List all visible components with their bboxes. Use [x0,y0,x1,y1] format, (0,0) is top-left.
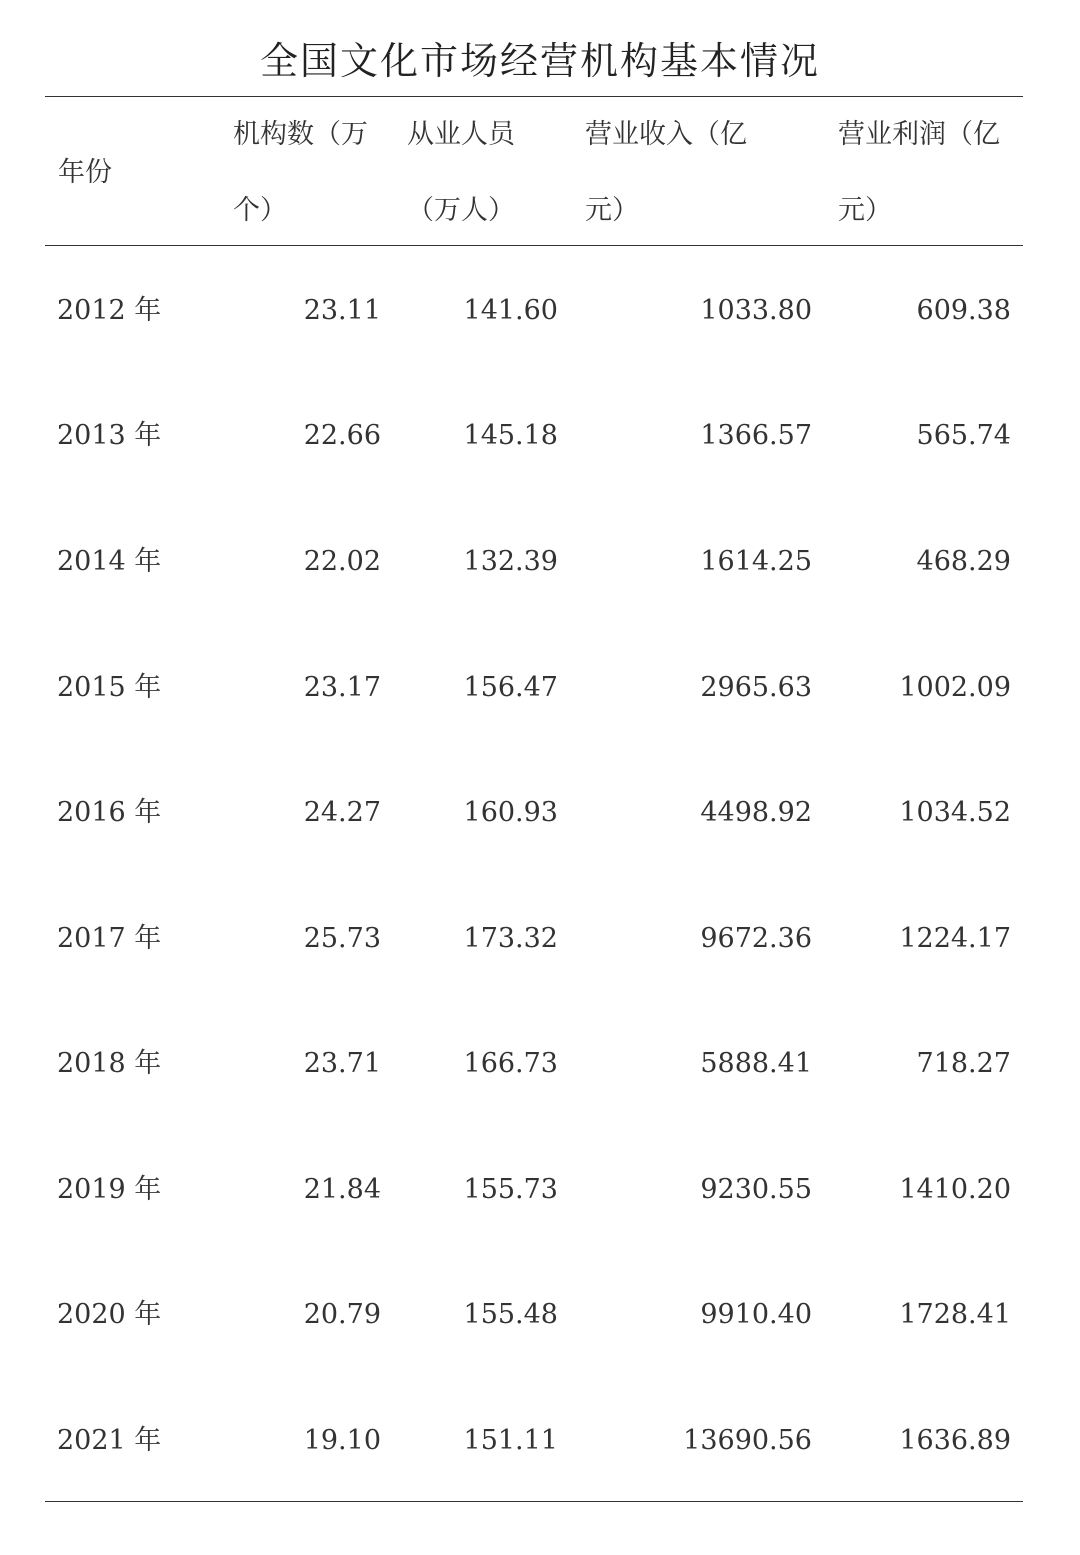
cell-profit: 565.74 [916,420,1011,451]
cell-profit: 1224.17 [899,923,1011,954]
cell-revenue: 9910.40 [700,1299,812,1330]
header-orgs-line2: 个） [233,195,287,226]
cell-profit: 1728.41 [899,1299,1011,1330]
cell-staff: 166.73 [463,1048,558,1079]
table-top-rule [45,96,1023,97]
cell-year: 2013 年 [57,420,162,451]
cell-year: 2016 年 [57,797,162,828]
cell-orgs: 23.71 [303,1048,381,1079]
cell-profit: 718.27 [916,1048,1011,1079]
table-row [45,914,1023,964]
cell-revenue: 1614.25 [700,546,812,577]
table-row [45,663,1023,713]
cell-orgs: 19.10 [303,1425,381,1456]
cell-orgs: 21.84 [303,1174,381,1205]
cell-revenue: 9230.55 [700,1174,812,1205]
header-profit-line1: 营业利润（亿 [838,119,1000,150]
page-title: 全国文化市场经营机构基本情况 [259,39,820,83]
table-row [45,1039,1023,1089]
cell-profit: 1002.09 [899,672,1011,703]
header-staff-line2: （万人） [407,195,515,226]
cell-orgs: 22.02 [303,546,381,577]
table-row [45,788,1023,838]
cell-profit: 468.29 [916,546,1011,577]
cell-profit: 1034.52 [899,797,1011,828]
cell-orgs: 20.79 [303,1299,381,1330]
cell-year: 2019 年 [57,1174,162,1205]
cell-orgs: 23.11 [303,295,381,326]
table-header-rule [45,245,1023,246]
cell-profit: 1636.89 [899,1425,1011,1456]
cell-revenue: 9672.36 [700,923,812,954]
table-row [45,1290,1023,1340]
cell-staff: 155.48 [463,1299,558,1330]
header-staff-line1: 从业人员 [407,119,515,150]
header-year-label: 年份 [58,157,112,188]
cell-year: 2017 年 [57,923,162,954]
cell-year: 2014 年 [57,546,162,577]
cell-staff: 173.32 [463,923,558,954]
table-row [45,286,1023,336]
table-bottom-rule [45,1501,1023,1502]
table-row [45,1165,1023,1215]
cell-year: 2012 年 [57,295,162,326]
table-row [45,1416,1023,1466]
cell-profit: 609.38 [916,295,1011,326]
cell-staff: 156.47 [463,672,558,703]
cell-revenue: 1033.80 [700,295,812,326]
cell-staff: 160.93 [463,797,558,828]
cell-revenue: 5888.41 [700,1048,812,1079]
cell-staff: 141.60 [463,295,558,326]
cell-year: 2018 年 [57,1048,162,1079]
cell-revenue: 2965.63 [700,672,812,703]
cell-orgs: 23.17 [303,672,381,703]
header-revenue-line2: 元） [585,195,639,226]
cell-orgs: 25.73 [303,923,381,954]
cell-orgs: 22.66 [303,420,381,451]
cell-revenue: 13690.56 [683,1425,812,1456]
cell-revenue: 1366.57 [700,420,812,451]
cell-staff: 132.39 [463,546,558,577]
cell-year: 2015 年 [57,672,162,703]
cell-orgs: 24.27 [303,797,381,828]
cell-year: 2021 年 [57,1425,162,1456]
table-row [45,537,1023,587]
header-profit-line2: 元） [838,195,892,226]
cell-profit: 1410.20 [899,1174,1011,1205]
header-revenue-line1: 营业收入（亿 [585,119,747,150]
table-row [45,411,1023,461]
cell-staff: 151.11 [463,1425,558,1456]
header-orgs-line1: 机构数（万 [233,119,368,150]
cell-year: 2020 年 [57,1299,162,1330]
cell-staff: 155.73 [463,1174,558,1205]
cell-staff: 145.18 [463,420,558,451]
cell-revenue: 4498.92 [700,797,812,828]
